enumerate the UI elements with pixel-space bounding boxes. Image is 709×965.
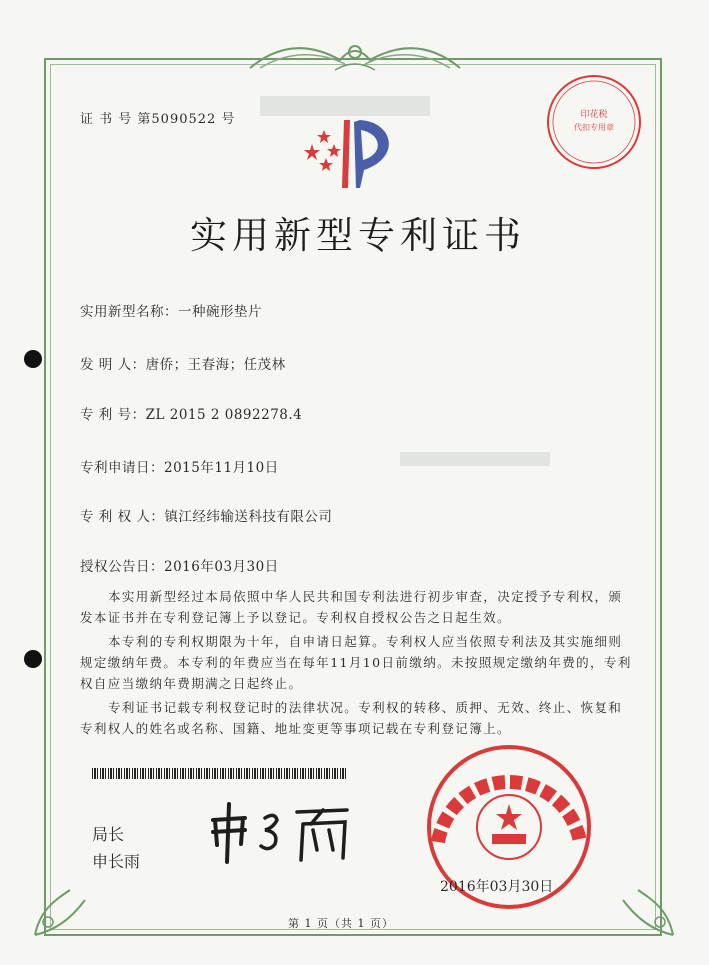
svg-text:印花税: 印花税 <box>580 110 608 120</box>
page-footer: 第 1 页（共 1 页） <box>288 917 394 930</box>
field-label: 专 利 号： <box>80 407 146 423</box>
svg-text:代扣专用章: 代扣专用章 <box>574 123 614 132</box>
barcode <box>92 768 347 779</box>
field-value: 镇江经纬输送科技有限公司 <box>164 509 333 525</box>
field-utility-model-name <box>80 300 262 320</box>
director-signature-icon <box>205 800 355 870</box>
background-watermark <box>400 452 550 466</box>
field-value: 2015年11月10日 <box>164 460 279 476</box>
paragraph-grant: 本实用新型经过本局依照中华人民共和国专利法进行初步审查，决定授予专利权，颁发本证书并在专利登记簿上予以登记。专利权自授权公告之日起生效。 <box>80 589 623 625</box>
director-title: 局长 <box>92 825 125 844</box>
field-grant-date <box>80 555 279 575</box>
paragraph-term: 本专利的专利权期限为十年，自申请日起算。专利权人应当依照专利法及其实施细则规定缴纳年费。本专利的年费应当在每年11月10日前缴纳。未按照规定缴纳年费的，专利权自应当缴纳年费期满之日起终止。 <box>80 634 632 691</box>
paragraph-legal-status: 专利证书记载专利权登记时的法律状况。专利权的转移、质押、无效、终止、恢复和专利权人的姓名或名称、国籍、地址变更等事项记载在专利登记簿上。 <box>80 700 623 736</box>
binding-hole <box>24 350 42 368</box>
agency-seal-icon <box>544 72 644 172</box>
field-inventors <box>80 353 286 373</box>
field-value: 一种碗形垫片 <box>178 304 262 320</box>
field-patent-number <box>80 403 302 423</box>
field-label: 发 明 人： <box>80 357 146 373</box>
certificate-number: 证 书 号 第5090522 号 <box>80 112 236 127</box>
field-value: ZL 2015 2 0892278.4 <box>145 407 303 423</box>
field-label: 授权公告日： <box>80 559 164 575</box>
field-label: 实用新型名称： <box>80 304 178 320</box>
patent-office-logo-icon <box>298 112 410 194</box>
corner-ornament-icon <box>618 880 678 940</box>
director-name: 申长雨 <box>92 852 141 871</box>
seal-date: 2016年03月30日 <box>440 879 554 895</box>
field-application-date <box>80 456 279 476</box>
binding-hole <box>24 650 42 668</box>
field-value: 2016年03月30日 <box>164 559 279 575</box>
certificate-title: 实用新型专利证书 <box>190 214 526 257</box>
field-label: 专 利 权 人： <box>80 509 165 525</box>
field-label: 专利申请日： <box>80 460 164 476</box>
corner-ornament-icon <box>30 880 90 940</box>
field-value: 唐侨；王春海；任茂林 <box>145 357 286 373</box>
top-ornament-icon <box>240 38 470 78</box>
field-patentee <box>80 505 332 525</box>
